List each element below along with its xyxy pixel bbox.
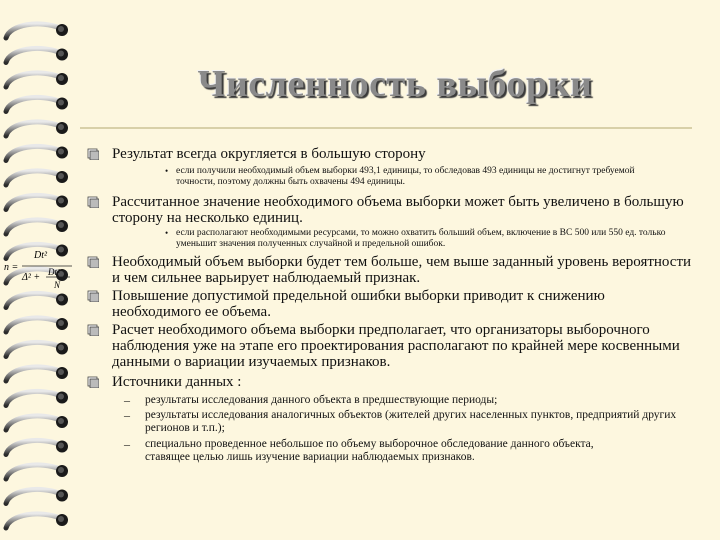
spiral-ring [6, 220, 60, 234]
spiral-hole-inner [58, 124, 64, 130]
spiral-ring [6, 122, 60, 136]
spiral-ring [6, 48, 60, 62]
spiral-hole-inner [58, 369, 64, 375]
sub-point-rounding: если получили необходимый объем выборки 493,1 единицы, то обследовав 493 единицы не достигнут требуемой точности, поэтому должны быть охвачены 494 единицы. [176, 166, 635, 187]
spiral-hole-inner [58, 222, 64, 228]
spiral-ring [6, 391, 60, 405]
source-item: результаты исследования данного объекта в предшествующие периоды; [145, 394, 498, 406]
dash-bullet-icon: – [124, 393, 130, 407]
box-bullet-icon [86, 148, 99, 160]
sub-bullet-icon: • [165, 166, 169, 176]
spiral-hole-inner [58, 516, 64, 522]
spiral-ring [6, 73, 60, 87]
spiral-hole-inner [58, 173, 64, 179]
title-divider [80, 127, 692, 129]
formula-numerator: Dt² [34, 250, 47, 261]
sub-point-increase: если располагают необходимыми ресурсами, то можно охватить больший объем, включение в ВС 500 или 550 ед. только уменьшит значения полученных случайной и предельной ошибок. [176, 228, 666, 249]
box-bullet-icon [86, 376, 99, 388]
spiral-ring [6, 195, 60, 209]
spiral-hole-inner [58, 198, 64, 204]
bullet-probability: Необходимый объем выборки будет тем больше, чем выше заданный уровень вероятности и чем сильнее варьирует наблюдаемый признак. [112, 254, 692, 286]
spiral-ring [6, 440, 60, 454]
spiral-hole-inner [58, 418, 64, 424]
spiral-ring [6, 318, 60, 332]
spiral-hole-inner [58, 26, 64, 32]
bullet-increase: Рассчитанное значение необходимого объема выборки может быть увеличено в большую сторону на несколько единиц. [112, 194, 684, 226]
source-item: результаты исследования аналогичных объектов (жителей других населенных пунктов, предприятий других регионов и т.п.); [145, 409, 677, 434]
spiral-ring [6, 342, 60, 356]
bullet-prior-data: Расчет необходимого объема выборки предполагает, что организаторы выборочного наблюдения уже на этапе его проектирования располагают по крайней мере косвенными данными о вариации изучаемых признаков. [112, 322, 680, 370]
box-bullet-icon [86, 196, 99, 208]
spiral-hole-inner [58, 492, 64, 498]
spiral-ring [6, 416, 60, 430]
sample-size-formula [4, 248, 74, 298]
formula-inner-numerator: Dt² [48, 267, 60, 277]
spiral-hole-inner [58, 149, 64, 155]
spiral-hole-inner [58, 51, 64, 57]
spiral-ring [6, 146, 60, 160]
source-item: специально проведенное небольшое по объему выборочное обследование данного объекта, ставящее целью лишь изучение вариации наблюдаемых признаков. [145, 438, 594, 463]
spiral-hole-inner [58, 443, 64, 449]
spiral-hole-inner [58, 394, 64, 400]
spiral-hole-inner [58, 100, 64, 106]
formula-lhs: n = [4, 262, 19, 273]
box-bullet-icon [86, 324, 99, 336]
spiral-ring [6, 97, 60, 111]
spiral-hole-inner [58, 75, 64, 81]
spiral-ring [6, 514, 60, 528]
box-bullet-icon [86, 256, 99, 268]
bullet-rounding: Результат всегда округляется в большую сторону [112, 146, 426, 162]
dash-bullet-icon: – [124, 408, 130, 422]
sub-bullet-icon: • [165, 228, 169, 238]
slide-title: Численность выборки [197, 63, 593, 105]
formula-denominator-left: Δ² + [22, 272, 41, 283]
spiral-ring [6, 465, 60, 479]
bullet-error-increase: Повышение допустимой предельной ошибки выборки приводит к снижению необходимого ее объема. [112, 288, 605, 320]
formula-inner-denominator: N [54, 280, 61, 290]
box-bullet-icon [86, 290, 99, 302]
dash-bullet-icon: – [124, 437, 130, 451]
spiral-ring [6, 24, 60, 38]
bullet-sources-heading: Источники данных : [112, 374, 242, 390]
spiral-hole-inner [58, 345, 64, 351]
spiral-ring [6, 171, 60, 185]
spiral-hole-inner [58, 467, 64, 473]
spiral-ring [6, 367, 60, 381]
spiral-hole-inner [58, 320, 64, 326]
spiral-ring [6, 489, 60, 503]
